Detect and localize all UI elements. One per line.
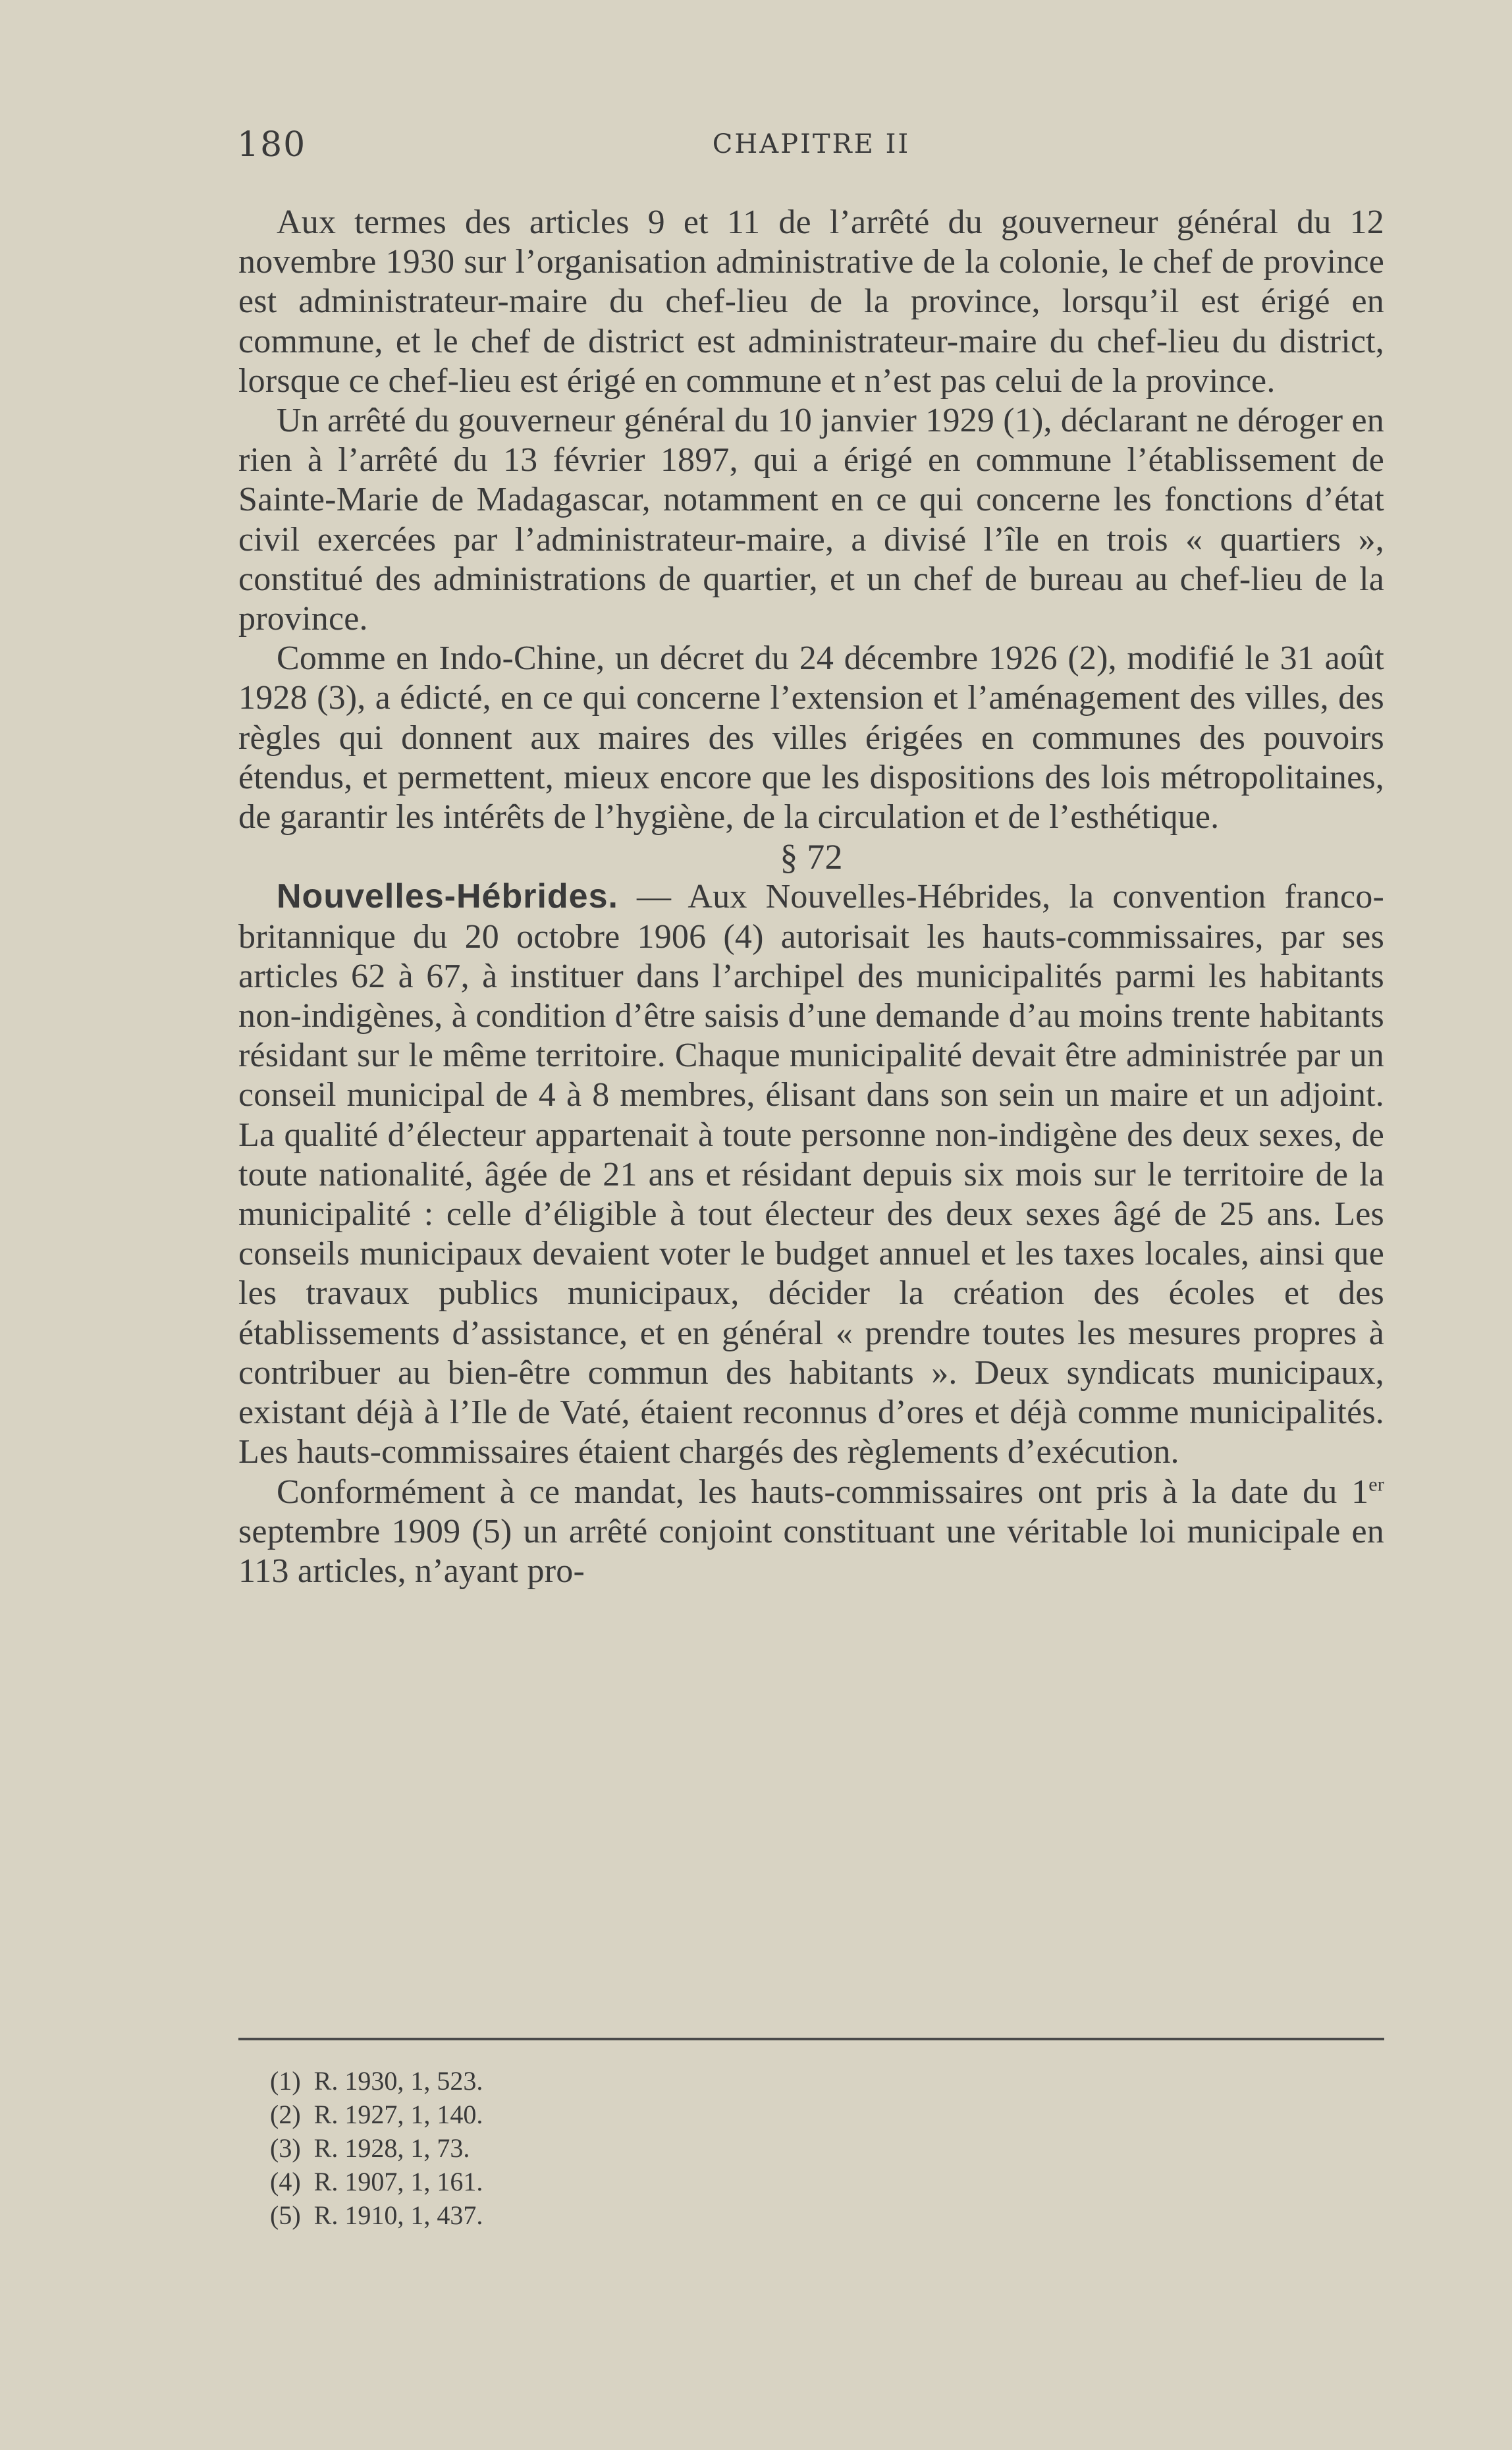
footnotes <box>270 2064 929 2232</box>
paragraph: Aux termes des articles 9 et 11 de l’arrêté du gouverneur général du 12 novembre 1930 sur l’organisation administrative de la colonie, le chef de province est administrateur-maire du chef-lieu de la province, lorsqu’il est érigé en commune, et le chef de district est administrateur-maire du chef-lieu du district, lorsque ce chef-lieu est érigé en commune et n’est pas celui de la province. <box>238 204 1384 400</box>
page-header <box>237 125 1386 165</box>
footnote-divider <box>238 2038 1384 2040</box>
section-text: Aux Nouvelles-Hébrides, la convention franco-britannique du 20 octobre 1906 (4) autorisait les hauts-commissaires, par ses articles 62 à 67, à instituer dans l’archipel des municipalités parmi les habitants non-indigènes, à condition d’être saisis d’une demande d’au moins trente habitants résidant sur le même territoire. Chaque municipalité devait être administrée par un conseil municipal de 4 à 8 membres, élisant dans son sein un maire et un adjoint. La qualité d’électeur appartenait à toute personne non-indigène des deux sexes, de toute nationalité, âgée de 21 ans et résidant depuis six mois sur le territoire de la municipalité : celle d’éligible à tout électeur des deux sexes âgé de 25 ans. Les conseils municipaux devaient voter le budget annuel et les taxes locales, ainsi que les travaux publics municipaux, décider la création des écoles et des établissements d’assistance, et en général « prendre toutes les mesures propres à contribuer au bien-être commun des habitants ». Deux syndicats municipaux, existant déjà à l’Ile de Vaté, étaient reconnus d’ores et déjà comme municipalités. Les hauts-commissaires étaient chargés des règlements d’exécution. <box>238 878 1384 1471</box>
paragraph: Un arrêté du gouverneur général du 10 janvier 1929 (1), déclarant ne déroger en rien à l’arrêté du 13 février 1897, qui a érigé en commune l’établissement de Sainte-Marie de Madagascar, notamment en ce qui concerne les fonctions d’état civil exercées par l’administrateur-maire, a divisé l’île en trois « quartiers », constitué des administrations de quartier, et un chef de bureau au chef-lieu de la province. <box>238 402 1384 638</box>
footnote: (4) R. 1907, 1, 161. <box>270 2167 483 2196</box>
body-text <box>238 203 1384 1591</box>
section-paragraph <box>238 877 1384 1472</box>
footnote: (3) R. 1928, 1, 73. <box>270 2133 470 2163</box>
footnote: (1) R. 1930, 1, 523. <box>270 2066 483 2096</box>
paragraph-text: septembre 1909 (5) un arrêté conjoint constituant une véritable loi municipale en 113 articles, n’ayant pro- <box>238 1512 1384 1590</box>
footnote: (5) R. 1910, 1, 437. <box>270 2200 483 2230</box>
ordinal-superscript: er <box>1368 1473 1384 1496</box>
paragraph-text: Conformément à ce mandat, les hauts-commissaires ont pris à la date du 1 <box>277 1473 1369 1511</box>
section-paragraph <box>238 1473 1384 1592</box>
footnote: (2) R. 1927, 1, 140. <box>270 2100 483 2129</box>
section-heading: § 72 <box>780 837 843 877</box>
page-number: 180 <box>237 125 307 165</box>
em-dash: — <box>618 878 688 916</box>
section-lead: Nouvelles-Hébrides. <box>277 877 618 916</box>
paragraph: Comme en Indo-Chine, un décret du 24 décembre 1926 (2), modifié le 31 août 1928 (3), a édicté, en ce qui concerne l’extension et l’aménagement des villes, des règles qui donnent aux maires des villes érigées en communes des pouvoirs étendus, et permettent, mieux encore que les dispositions des lois métropolitaines, de garantir les intérêts de l’hygiène, de la circulation et de l’esthétique. <box>238 640 1384 836</box>
running-head: CHAPITRE II <box>712 129 911 159</box>
